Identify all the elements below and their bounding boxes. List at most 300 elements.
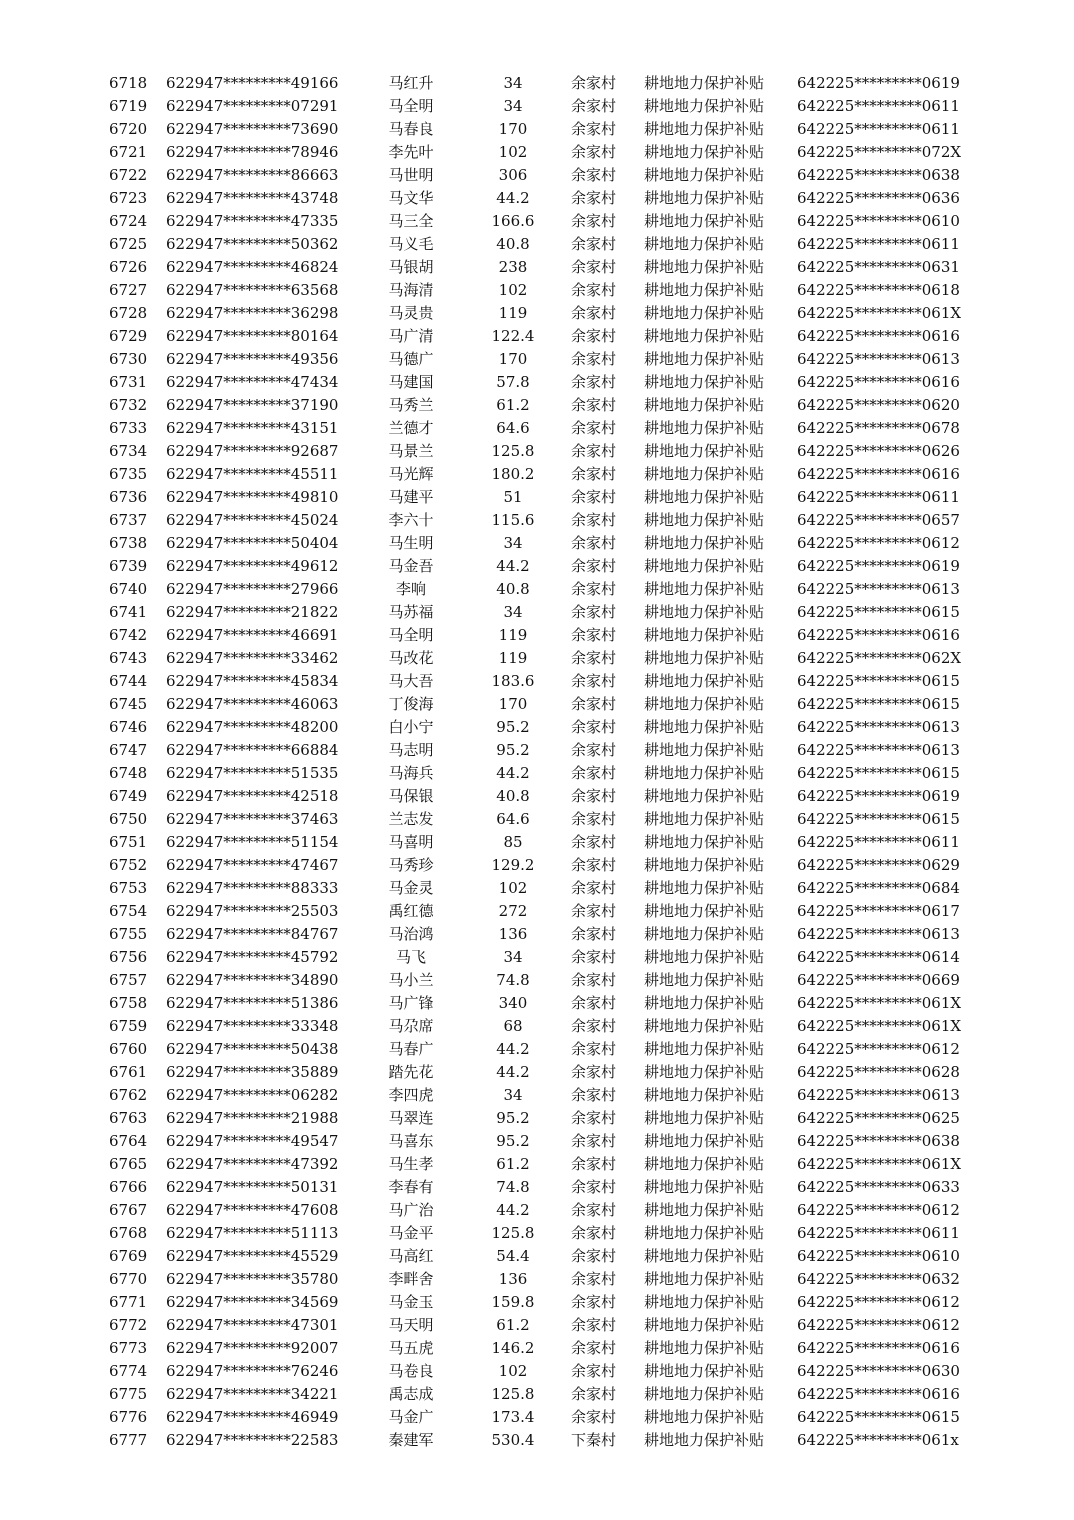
id-number: 642225*********0611 (797, 833, 960, 851)
subsidy-type: 耕地地力保护补贴 (644, 419, 765, 437)
person-name: 马春广 (388, 1040, 434, 1058)
id-number: 642225*********0610 (797, 212, 960, 230)
account-number: 622947*********27966 (166, 580, 339, 598)
subsidy-type: 耕地地力保护补贴 (644, 189, 765, 207)
person-name: 马志明 (388, 741, 434, 759)
row-number: 6773 (109, 1339, 148, 1357)
table-row (0, 1015, 1074, 1038)
subsidy-type: 耕地地力保护补贴 (644, 787, 765, 805)
subsidy-type: 耕地地力保护补贴 (644, 304, 765, 322)
subsidy-type: 耕地地力保护补贴 (644, 626, 765, 644)
account-number: 622947*********47467 (166, 856, 339, 874)
subsidy-amount: 34 (503, 74, 523, 92)
village-name: 余家村 (571, 419, 617, 437)
person-name: 马翠连 (388, 1109, 434, 1127)
person-name: 李畔舍 (388, 1270, 434, 1288)
id-number: 642225*********0612 (797, 1316, 960, 1334)
account-number: 622947*********37463 (166, 810, 339, 828)
account-number: 622947*********46824 (166, 258, 339, 276)
account-number: 622947*********50131 (166, 1178, 339, 1196)
id-number: 642225*********0619 (797, 787, 960, 805)
village-name: 余家村 (571, 603, 617, 621)
person-name: 马世明 (388, 166, 434, 184)
table-row (0, 1084, 1074, 1107)
subsidy-amount: 125.8 (491, 1224, 535, 1242)
table-row (0, 1199, 1074, 1222)
account-number: 622947*********21822 (166, 603, 339, 621)
village-name: 余家村 (571, 74, 617, 92)
subsidy-type: 耕地地力保护补贴 (644, 1431, 765, 1449)
table-row (0, 187, 1074, 210)
subsidy-amount: 306 (498, 166, 528, 184)
village-name: 余家村 (571, 695, 617, 713)
id-number: 642225*********0626 (797, 442, 960, 460)
subsidy-amount: 74.8 (496, 1178, 530, 1196)
id-number: 642225*********0684 (797, 879, 960, 897)
row-number: 6737 (109, 511, 148, 529)
village-name: 余家村 (571, 879, 617, 897)
subsidy-type: 耕地地力保护补贴 (644, 235, 765, 253)
table-row (0, 716, 1074, 739)
table-row (0, 992, 1074, 1015)
subsidy-type: 耕地地力保护补贴 (644, 373, 765, 391)
person-name: 马五虎 (388, 1339, 434, 1357)
subsidy-amount: 146.2 (491, 1339, 535, 1357)
subsidy-type: 耕地地力保护补贴 (644, 465, 765, 483)
id-number: 642225*********061X (797, 994, 962, 1012)
village-name: 余家村 (571, 925, 617, 943)
person-name: 马银胡 (388, 258, 434, 276)
subsidy-amount: 95.2 (496, 1132, 530, 1150)
subsidy-amount: 122.4 (491, 327, 535, 345)
table-row (0, 1337, 1074, 1360)
table-row (0, 72, 1074, 95)
subsidy-amount: 173.4 (491, 1408, 535, 1426)
village-name: 余家村 (571, 235, 617, 253)
subsidy-type: 耕地地力保护补贴 (644, 741, 765, 759)
subsidy-amount: 180.2 (491, 465, 535, 483)
account-number: 622947*********37190 (166, 396, 339, 414)
village-name: 余家村 (571, 212, 617, 230)
account-number: 622947*********63568 (166, 281, 339, 299)
subsidy-amount: 170 (498, 695, 528, 713)
account-number: 622947*********73690 (166, 120, 339, 138)
id-number: 642225*********061X (797, 1155, 962, 1173)
id-number: 642225*********0612 (797, 1293, 960, 1311)
id-number: 642225*********0611 (797, 1224, 960, 1242)
village-name: 余家村 (571, 672, 617, 690)
table-row (0, 1153, 1074, 1176)
subsidy-amount: 34 (503, 603, 523, 621)
row-number: 6761 (109, 1063, 148, 1081)
subsidy-type: 耕地地力保护补贴 (644, 1063, 765, 1081)
village-name: 余家村 (571, 971, 617, 989)
village-name: 余家村 (571, 557, 617, 575)
subsidy-type: 耕地地力保护补贴 (644, 74, 765, 92)
person-name: 马光辉 (388, 465, 434, 483)
row-number: 6732 (109, 396, 148, 414)
person-name: 马红升 (388, 74, 434, 92)
table-row (0, 95, 1074, 118)
person-name: 马广治 (388, 1201, 434, 1219)
table-row (0, 233, 1074, 256)
row-number: 6776 (109, 1408, 148, 1426)
subsidy-amount: 272 (498, 902, 528, 920)
account-number: 622947*********06282 (166, 1086, 339, 1104)
row-number: 6738 (109, 534, 148, 552)
row-number: 6769 (109, 1247, 148, 1265)
account-number: 622947*********35889 (166, 1063, 339, 1081)
row-number: 6762 (109, 1086, 148, 1104)
village-name: 余家村 (571, 120, 617, 138)
subsidy-type: 耕地地力保护补贴 (644, 1270, 765, 1288)
row-number: 6741 (109, 603, 148, 621)
account-number: 622947*********51113 (166, 1224, 339, 1242)
row-number: 6767 (109, 1201, 148, 1219)
subsidy-type: 耕地地力保护补贴 (644, 1040, 765, 1058)
account-number: 622947*********86663 (166, 166, 339, 184)
subsidy-amount: 44.2 (496, 1063, 530, 1081)
row-number: 6733 (109, 419, 148, 437)
id-number: 642225*********0612 (797, 1040, 960, 1058)
person-name: 李春有 (388, 1178, 434, 1196)
table-row (0, 1107, 1074, 1130)
subsidy-type: 耕地地力保护补贴 (644, 902, 765, 920)
subsidy-amount: 61.2 (496, 1155, 530, 1173)
id-number: 642225*********0617 (797, 902, 960, 920)
subsidy-amount: 102 (498, 1362, 528, 1380)
person-name: 马苏福 (388, 603, 434, 621)
village-name: 余家村 (571, 1155, 617, 1173)
id-number: 642225*********061X (797, 304, 962, 322)
id-number: 642225*********0615 (797, 810, 960, 828)
row-number: 6720 (109, 120, 148, 138)
person-name: 李六十 (388, 511, 434, 529)
account-number: 622947*********46691 (166, 626, 339, 644)
table-row (0, 1245, 1074, 1268)
subsidy-amount: 44.2 (496, 764, 530, 782)
row-number: 6719 (109, 97, 148, 115)
table-row (0, 1360, 1074, 1383)
row-number: 6742 (109, 626, 148, 644)
person-name: 马改花 (388, 649, 434, 667)
subsidy-type: 耕地地力保护补贴 (644, 1316, 765, 1334)
subsidy-type: 耕地地力保护补贴 (644, 1178, 765, 1196)
account-number: 622947*********45529 (166, 1247, 339, 1265)
subsidy-type: 耕地地力保护补贴 (644, 1293, 765, 1311)
row-number: 6718 (109, 74, 148, 92)
row-number: 6752 (109, 856, 148, 874)
account-number: 622947*********34221 (166, 1385, 339, 1403)
subsidy-amount: 102 (498, 879, 528, 897)
person-name: 马喜东 (388, 1132, 434, 1150)
village-name: 余家村 (571, 143, 617, 161)
account-number: 622947*********47301 (166, 1316, 339, 1334)
subsidy-amount: 44.2 (496, 1040, 530, 1058)
account-number: 622947*********45792 (166, 948, 339, 966)
person-name: 马天明 (388, 1316, 434, 1334)
account-number: 622947*********84767 (166, 925, 339, 943)
row-number: 6772 (109, 1316, 148, 1334)
village-name: 余家村 (571, 166, 617, 184)
table-row (0, 1406, 1074, 1429)
table-row (0, 831, 1074, 854)
account-number: 622947*********50404 (166, 534, 339, 552)
village-name: 余家村 (571, 810, 617, 828)
row-number: 6724 (109, 212, 148, 230)
village-name: 余家村 (571, 994, 617, 1012)
village-name: 余家村 (571, 258, 617, 276)
id-number: 642225*********0613 (797, 350, 960, 368)
row-number: 6777 (109, 1431, 148, 1449)
table-row (0, 302, 1074, 325)
row-number: 6730 (109, 350, 148, 368)
id-number: 642225*********0630 (797, 1362, 960, 1380)
table-row (0, 440, 1074, 463)
row-number: 6736 (109, 488, 148, 506)
subsidy-amount: 54.4 (496, 1247, 530, 1265)
person-name: 马建平 (388, 488, 434, 506)
person-name: 马秀兰 (388, 396, 434, 414)
id-number: 642225*********0636 (797, 189, 960, 207)
id-number: 642225*********0615 (797, 1408, 960, 1426)
village-name: 余家村 (571, 1201, 617, 1219)
account-number: 622947*********76246 (166, 1362, 339, 1380)
account-number: 622947*********47608 (166, 1201, 339, 1219)
account-number: 622947*********49166 (166, 74, 339, 92)
person-name: 马文华 (388, 189, 434, 207)
subsidy-amount: 34 (503, 534, 523, 552)
id-number: 642225*********0613 (797, 1086, 960, 1104)
id-number: 642225*********0657 (797, 511, 960, 529)
subsidy-amount: 170 (498, 120, 528, 138)
row-number: 6731 (109, 373, 148, 391)
id-number: 642225*********0616 (797, 1385, 960, 1403)
id-number: 642225*********0628 (797, 1063, 960, 1081)
village-name: 余家村 (571, 442, 617, 460)
person-name: 马灵贵 (388, 304, 434, 322)
subsidy-type: 耕地地力保护补贴 (644, 1385, 765, 1403)
person-name: 马喜明 (388, 833, 434, 851)
id-number: 642225*********0615 (797, 764, 960, 782)
person-name: 马全明 (388, 626, 434, 644)
row-number: 6735 (109, 465, 148, 483)
village-name: 下秦村 (571, 1431, 617, 1449)
village-name: 余家村 (571, 1017, 617, 1035)
person-name: 兰志发 (388, 810, 434, 828)
id-number: 642225*********0612 (797, 534, 960, 552)
account-number: 622947*********07291 (166, 97, 339, 115)
subsidy-amount: 68 (503, 1017, 523, 1035)
subsidy-type: 耕地地力保护补贴 (644, 511, 765, 529)
id-number: 642225*********0611 (797, 488, 960, 506)
id-number: 642225*********0616 (797, 626, 960, 644)
table-row (0, 1061, 1074, 1084)
subsidy-table (0, 72, 1074, 1452)
account-number: 622947*********45834 (166, 672, 339, 690)
table-row (0, 1429, 1074, 1452)
village-name: 余家村 (571, 1339, 617, 1357)
table-row (0, 325, 1074, 348)
id-number: 642225*********0616 (797, 327, 960, 345)
person-name: 李响 (395, 580, 426, 598)
table-row (0, 164, 1074, 187)
person-name: 马生孝 (388, 1155, 434, 1173)
subsidy-type: 耕地地力保护补贴 (644, 281, 765, 299)
row-number: 6721 (109, 143, 148, 161)
subsidy-type: 耕地地力保护补贴 (644, 649, 765, 667)
id-number: 642225*********0616 (797, 373, 960, 391)
village-name: 余家村 (571, 1224, 617, 1242)
id-number: 642225*********062X (797, 649, 962, 667)
id-number: 642225*********061X (797, 1017, 962, 1035)
account-number: 622947*********22583 (166, 1431, 339, 1449)
account-number: 622947*********92687 (166, 442, 339, 460)
village-name: 余家村 (571, 534, 617, 552)
person-name: 马广锋 (388, 994, 434, 1012)
person-name: 马景兰 (388, 442, 434, 460)
subsidy-type: 耕地地力保护补贴 (644, 1247, 765, 1265)
row-number: 6748 (109, 764, 148, 782)
person-name: 禹红德 (388, 902, 434, 920)
id-number: 642225*********0613 (797, 925, 960, 943)
account-number: 622947*********80164 (166, 327, 339, 345)
id-number: 642225*********0611 (797, 97, 960, 115)
subsidy-amount: 115.6 (491, 511, 535, 529)
id-number: 642225*********0638 (797, 166, 960, 184)
subsidy-amount: 102 (498, 143, 528, 161)
village-name: 余家村 (571, 350, 617, 368)
subsidy-type: 耕地地力保护补贴 (644, 557, 765, 575)
table-row (0, 141, 1074, 164)
row-number: 6744 (109, 672, 148, 690)
village-name: 余家村 (571, 1385, 617, 1403)
subsidy-type: 耕地地力保护补贴 (644, 442, 765, 460)
subsidy-amount: 95.2 (496, 1109, 530, 1127)
subsidy-amount: 64.6 (496, 810, 530, 828)
village-name: 余家村 (571, 304, 617, 322)
person-name: 马生明 (388, 534, 434, 552)
table-row (0, 624, 1074, 647)
subsidy-type: 耕地地力保护补贴 (644, 258, 765, 276)
village-name: 余家村 (571, 764, 617, 782)
row-number: 6756 (109, 948, 148, 966)
person-name: 李四虎 (388, 1086, 434, 1104)
village-name: 余家村 (571, 189, 617, 207)
person-name: 马保银 (388, 787, 434, 805)
id-number: 642225*********0613 (797, 718, 960, 736)
subsidy-type: 耕地地力保护补贴 (644, 120, 765, 138)
subsidy-amount: 44.2 (496, 1201, 530, 1219)
subsidy-type: 耕地地力保护补贴 (644, 925, 765, 943)
row-number: 6723 (109, 189, 148, 207)
id-number: 642225*********0615 (797, 603, 960, 621)
subsidy-amount: 170 (498, 350, 528, 368)
village-name: 余家村 (571, 1247, 617, 1265)
account-number: 622947*********36298 (166, 304, 339, 322)
subsidy-amount: 57.8 (496, 373, 530, 391)
subsidy-type: 耕地地力保护补贴 (644, 856, 765, 874)
account-number: 622947*********43748 (166, 189, 339, 207)
village-name: 余家村 (571, 396, 617, 414)
row-number: 6729 (109, 327, 148, 345)
id-number: 642225*********0614 (797, 948, 960, 966)
table-row (0, 348, 1074, 371)
account-number: 622947*********48200 (166, 718, 339, 736)
row-number: 6725 (109, 235, 148, 253)
account-number: 622947*********34569 (166, 1293, 339, 1311)
subsidy-amount: 340 (498, 994, 528, 1012)
subsidy-type: 耕地地力保护补贴 (644, 948, 765, 966)
table-row (0, 1314, 1074, 1337)
account-number: 622947*********47434 (166, 373, 339, 391)
table-row (0, 509, 1074, 532)
village-name: 余家村 (571, 626, 617, 644)
village-name: 余家村 (571, 1270, 617, 1288)
person-name: 秦建军 (388, 1431, 434, 1449)
table-row (0, 693, 1074, 716)
subsidy-type: 耕地地力保护补贴 (644, 695, 765, 713)
account-number: 622947*********49810 (166, 488, 339, 506)
person-name: 丁俊海 (388, 695, 434, 713)
id-number: 642225*********0611 (797, 235, 960, 253)
table-row (0, 877, 1074, 900)
row-number: 6757 (109, 971, 148, 989)
subsidy-type: 耕地地力保护补贴 (644, 672, 765, 690)
table-row (0, 1038, 1074, 1061)
village-name: 余家村 (571, 97, 617, 115)
person-name: 马金平 (388, 1224, 434, 1242)
person-name: 马三全 (388, 212, 434, 230)
subsidy-type: 耕地地力保护补贴 (644, 879, 765, 897)
subsidy-amount: 61.2 (496, 1316, 530, 1334)
row-number: 6760 (109, 1040, 148, 1058)
subsidy-type: 耕地地力保护补贴 (644, 1086, 765, 1104)
subsidy-type: 耕地地力保护补贴 (644, 350, 765, 368)
subsidy-type: 耕地地力保护补贴 (644, 396, 765, 414)
id-number: 642225*********0611 (797, 120, 960, 138)
id-number: 642225*********0678 (797, 419, 960, 437)
table-row (0, 601, 1074, 624)
account-number: 622947*********33348 (166, 1017, 339, 1035)
subsidy-type: 耕地地力保护补贴 (644, 212, 765, 230)
village-name: 余家村 (571, 833, 617, 851)
subsidy-type: 耕地地力保护补贴 (644, 1362, 765, 1380)
account-number: 622947*********49356 (166, 350, 339, 368)
row-number: 6771 (109, 1293, 148, 1311)
subsidy-amount: 40.8 (496, 787, 530, 805)
subsidy-amount: 34 (503, 97, 523, 115)
table-row (0, 854, 1074, 877)
person-name: 马海兵 (388, 764, 434, 782)
table-row (0, 256, 1074, 279)
row-number: 6759 (109, 1017, 148, 1035)
person-name: 马春良 (388, 120, 434, 138)
subsidy-amount: 530.4 (491, 1431, 535, 1449)
id-number: 642225*********0632 (797, 1270, 960, 1288)
account-number: 622947*********21988 (166, 1109, 339, 1127)
account-number: 622947*********49612 (166, 557, 339, 575)
subsidy-type: 耕地地力保护补贴 (644, 488, 765, 506)
person-name: 马小兰 (388, 971, 434, 989)
subsidy-amount: 159.8 (491, 1293, 535, 1311)
village-name: 余家村 (571, 465, 617, 483)
person-name: 马海清 (388, 281, 434, 299)
row-number: 6726 (109, 258, 148, 276)
subsidy-amount: 34 (503, 1086, 523, 1104)
table-row (0, 532, 1074, 555)
person-name: 马高红 (388, 1247, 434, 1265)
